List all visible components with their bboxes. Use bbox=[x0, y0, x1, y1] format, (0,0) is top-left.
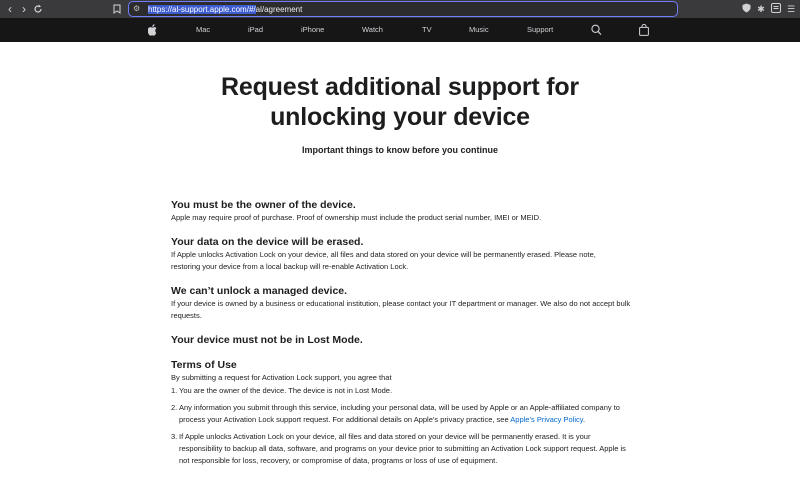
url-rest-text: al/agreement bbox=[255, 5, 303, 14]
reader-icon[interactable] bbox=[770, 3, 782, 15]
nav-item-support[interactable]: Support bbox=[527, 25, 554, 34]
privacy-policy-link[interactable]: Apple’s Privacy Policy bbox=[510, 415, 583, 424]
terms-list bbox=[171, 385, 631, 472]
managed-device-title: We can’t unlock a managed device. bbox=[171, 285, 348, 297]
terms-item-text-end: . bbox=[582, 415, 586, 424]
reload-icon[interactable] bbox=[31, 2, 45, 16]
nav-item-mac[interactable]: Mac bbox=[196, 25, 211, 34]
bag-icon[interactable] bbox=[639, 23, 653, 37]
back-icon[interactable]: ‹ bbox=[8, 2, 12, 16]
nav-item-iphone[interactable]: iPhone bbox=[301, 25, 325, 34]
terms-item-text: You are the owner of the device. The device is not in Lost Mode. bbox=[179, 386, 393, 395]
terms-item-number: 3. bbox=[171, 432, 178, 441]
owner-requirement-title: You must be the owner of the device. bbox=[171, 199, 356, 211]
page-title-line2: unlocking your device bbox=[270, 103, 530, 131]
terms-item-number: 1. bbox=[171, 386, 178, 395]
terms-item-2 bbox=[171, 402, 631, 426]
owner-requirement-body: Apple may require proof of purchase. Proof of ownership must include the product serial number, IMEI or MEID. bbox=[171, 213, 542, 222]
search-icon[interactable] bbox=[591, 23, 605, 37]
page-subheading: Important things to know before you continue bbox=[302, 145, 498, 155]
managed-device-body: If your device is owned by a business or educational institution, please contact your IT department or manager. We also do not accept bulk requests. bbox=[171, 299, 631, 320]
terms-item-3 bbox=[171, 431, 631, 467]
terms-item-1 bbox=[171, 385, 631, 397]
nav-item-tv[interactable]: TV bbox=[422, 25, 432, 34]
apple-logo-icon[interactable] bbox=[148, 23, 162, 37]
extensions-icon[interactable]: ✱ bbox=[757, 4, 765, 14]
lost-mode-title: Your device must not be in Lost Mode. bbox=[171, 334, 363, 346]
nav-item-watch[interactable]: Watch bbox=[362, 25, 383, 34]
terms-item-number: 2. bbox=[171, 403, 178, 412]
data-erased-title: Your data on the device will be erased. bbox=[171, 236, 364, 248]
url-selected-text: https://al-support.apple.com/#/ bbox=[148, 5, 256, 14]
shield-icon[interactable] bbox=[740, 3, 752, 15]
nav-item-music[interactable]: Music bbox=[469, 25, 489, 34]
terms-item-text: Any information you submit through this service, including your personal data, will be used by Apple or an Apple-affiliated company to process your Activation Lock support request. For additional details on Apple’s privacy practice, see bbox=[179, 403, 620, 424]
nav-item-ipad[interactable]: iPad bbox=[248, 25, 264, 34]
menu-icon[interactable]: ☰ bbox=[786, 4, 796, 14]
terms-of-use-title: Terms of Use bbox=[171, 359, 237, 371]
address-bar[interactable] bbox=[128, 1, 678, 17]
terms-item-text: If Apple unlocks Activation Lock on your device, all files and data stored on your device will be permanently erased. It is your responsibility to backup all data, software, and programs on your device prior to submitting an Activation Lock support request. Apple is not responsible for loss, recovery, or compromise of data, programs or loss of use of equipment. bbox=[179, 432, 626, 465]
site-settings-icon[interactable]: ⚙ bbox=[133, 4, 141, 13]
browser-toolbar bbox=[0, 0, 800, 18]
data-erased-body: If Apple unlocks Activation Lock on your device, all files and data stored on your device will be permanently erased. Please note, restoring your device from a local backup will re-enable Activation Lock. bbox=[171, 250, 596, 271]
global-nav bbox=[0, 18, 800, 42]
forward-icon[interactable]: › bbox=[22, 2, 26, 16]
bookmark-icon[interactable] bbox=[110, 2, 124, 16]
terms-intro: By submitting a request for Activation Lock support, you agree that bbox=[171, 373, 392, 382]
address-bar-text[interactable] bbox=[148, 4, 302, 15]
page-title bbox=[0, 72, 800, 132]
page-title-line1: Request additional support for bbox=[221, 73, 579, 101]
